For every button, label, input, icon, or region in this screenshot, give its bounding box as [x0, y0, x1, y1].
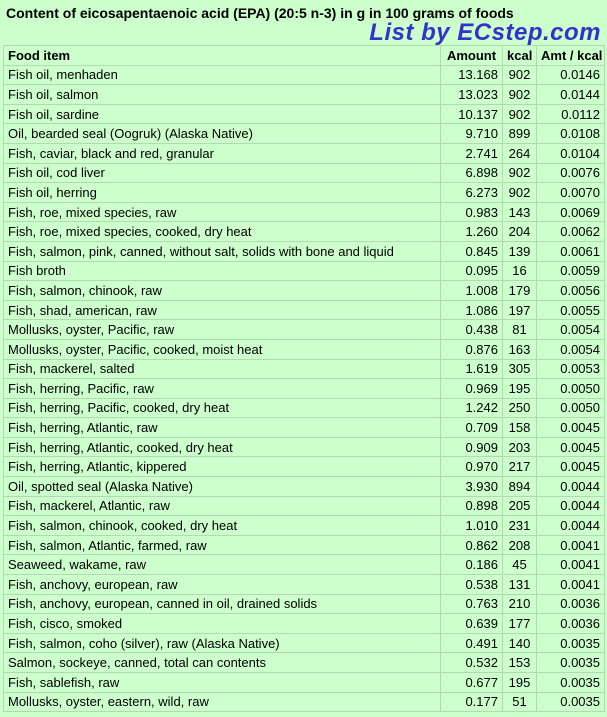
- cell-kcal: 51: [503, 692, 537, 712]
- cell-food-item: Seaweed, wakame, raw: [4, 555, 441, 575]
- cell-food-item: Fish, salmon, coho (silver), raw (Alaska Native): [4, 633, 441, 653]
- cell-kcal: 158: [503, 418, 537, 438]
- cell-amt-per-kcal: 0.0053: [537, 359, 605, 379]
- cell-kcal: 250: [503, 398, 537, 418]
- cell-amount: 0.898: [441, 496, 503, 516]
- table-row: [4, 633, 605, 653]
- table-row: [4, 692, 605, 712]
- cell-kcal: 163: [503, 339, 537, 359]
- cell-amt-per-kcal: 0.0035: [537, 653, 605, 673]
- table-row: [4, 163, 605, 183]
- cell-amount: 0.909: [441, 437, 503, 457]
- cell-food-item: Fish, salmon, pink, canned, without salt, solids with bone and liquid: [4, 241, 441, 261]
- table-row: [4, 359, 605, 379]
- header-amt-per-kcal: Amt / kcal: [537, 46, 605, 66]
- table-row: [4, 457, 605, 477]
- table-row: [4, 535, 605, 555]
- cell-kcal: 16: [503, 261, 537, 281]
- cell-amt-per-kcal: 0.0112: [537, 104, 605, 124]
- cell-amount: 0.983: [441, 202, 503, 222]
- food-table: [3, 45, 605, 712]
- cell-amt-per-kcal: 0.0044: [537, 477, 605, 497]
- cell-amount: 9.710: [441, 124, 503, 144]
- cell-amt-per-kcal: 0.0045: [537, 437, 605, 457]
- cell-food-item: Fish, mackerel, Atlantic, raw: [4, 496, 441, 516]
- cell-amt-per-kcal: 0.0062: [537, 222, 605, 242]
- cell-kcal: 131: [503, 575, 537, 595]
- cell-food-item: Fish, herring, Atlantic, cooked, dry heat: [4, 437, 441, 457]
- cell-food-item: Mollusks, oyster, Pacific, raw: [4, 320, 441, 340]
- cell-kcal: 205: [503, 496, 537, 516]
- table-row: [4, 379, 605, 399]
- table-row: [4, 555, 605, 575]
- cell-kcal: 203: [503, 437, 537, 457]
- table-row: [4, 398, 605, 418]
- cell-amt-per-kcal: 0.0035: [537, 673, 605, 693]
- table-row: [4, 281, 605, 301]
- cell-amount: 0.532: [441, 653, 503, 673]
- cell-amount: 13.168: [441, 65, 503, 85]
- cell-kcal: 264: [503, 143, 537, 163]
- cell-amt-per-kcal: 0.0035: [537, 692, 605, 712]
- cell-food-item: Mollusks, oyster, eastern, wild, raw: [4, 692, 441, 712]
- cell-amt-per-kcal: 0.0035: [537, 633, 605, 653]
- cell-amount: 0.095: [441, 261, 503, 281]
- cell-kcal: 177: [503, 614, 537, 634]
- cell-amt-per-kcal: 0.0044: [537, 516, 605, 536]
- cell-amount: 6.273: [441, 183, 503, 203]
- cell-food-item: Fish, mackerel, salted: [4, 359, 441, 379]
- cell-amount: 2.741: [441, 143, 503, 163]
- table-row: [4, 418, 605, 438]
- cell-amount: 0.639: [441, 614, 503, 634]
- cell-amt-per-kcal: 0.0069: [537, 202, 605, 222]
- cell-amt-per-kcal: 0.0070: [537, 183, 605, 203]
- table-row: [4, 85, 605, 105]
- cell-amt-per-kcal: 0.0144: [537, 85, 605, 105]
- cell-kcal: 197: [503, 300, 537, 320]
- cell-kcal: 902: [503, 163, 537, 183]
- cell-amount: 0.438: [441, 320, 503, 340]
- cell-amt-per-kcal: 0.0061: [537, 241, 605, 261]
- cell-kcal: 894: [503, 477, 537, 497]
- cell-kcal: 902: [503, 183, 537, 203]
- cell-food-item: Fish, roe, mixed species, cooked, dry heat: [4, 222, 441, 242]
- table-row: [4, 241, 605, 261]
- cell-amount: 0.969: [441, 379, 503, 399]
- cell-amount: 0.177: [441, 692, 503, 712]
- cell-food-item: Fish, anchovy, european, raw: [4, 575, 441, 595]
- cell-amt-per-kcal: 0.0054: [537, 339, 605, 359]
- cell-amount: 1.619: [441, 359, 503, 379]
- cell-kcal: 902: [503, 85, 537, 105]
- table-row: [4, 516, 605, 536]
- table-row: [4, 653, 605, 673]
- cell-food-item: Fish, herring, Atlantic, raw: [4, 418, 441, 438]
- cell-kcal: 153: [503, 653, 537, 673]
- cell-food-item: Fish broth: [4, 261, 441, 281]
- cell-amt-per-kcal: 0.0050: [537, 398, 605, 418]
- cell-food-item: Fish, roe, mixed species, raw: [4, 202, 441, 222]
- table-row: [4, 261, 605, 281]
- cell-amount: 0.677: [441, 673, 503, 693]
- table-body: [4, 65, 605, 712]
- cell-food-item: Fish oil, salmon: [4, 85, 441, 105]
- table-row: [4, 594, 605, 614]
- cell-food-item: Fish oil, menhaden: [4, 65, 441, 85]
- cell-amt-per-kcal: 0.0041: [537, 575, 605, 595]
- cell-food-item: Fish, salmon, chinook, cooked, dry heat: [4, 516, 441, 536]
- table-row: [4, 614, 605, 634]
- cell-amt-per-kcal: 0.0036: [537, 594, 605, 614]
- cell-amount: 0.709: [441, 418, 503, 438]
- table-row: [4, 222, 605, 242]
- cell-food-item: Fish, anchovy, european, canned in oil, drained solids: [4, 594, 441, 614]
- cell-amount: 1.086: [441, 300, 503, 320]
- cell-amt-per-kcal: 0.0146: [537, 65, 605, 85]
- cell-amount: 1.242: [441, 398, 503, 418]
- cell-kcal: 139: [503, 241, 537, 261]
- cell-amt-per-kcal: 0.0055: [537, 300, 605, 320]
- cell-amount: 1.260: [441, 222, 503, 242]
- cell-kcal: 231: [503, 516, 537, 536]
- cell-amt-per-kcal: 0.0045: [537, 457, 605, 477]
- cell-food-item: Fish, caviar, black and red, granular: [4, 143, 441, 163]
- cell-amount: 0.970: [441, 457, 503, 477]
- cell-kcal: 195: [503, 379, 537, 399]
- table-row: [4, 65, 605, 85]
- table-row: [4, 124, 605, 144]
- cell-amt-per-kcal: 0.0104: [537, 143, 605, 163]
- cell-food-item: Fish, herring, Pacific, cooked, dry heat: [4, 398, 441, 418]
- header-amount: Amount: [441, 46, 503, 66]
- cell-amt-per-kcal: 0.0041: [537, 535, 605, 555]
- cell-amount: 0.538: [441, 575, 503, 595]
- cell-kcal: 143: [503, 202, 537, 222]
- cell-food-item: Oil, bearded seal (Oogruk) (Alaska Native): [4, 124, 441, 144]
- cell-kcal: 81: [503, 320, 537, 340]
- cell-food-item: Mollusks, oyster, Pacific, cooked, moist heat: [4, 339, 441, 359]
- cell-amount: 3.930: [441, 477, 503, 497]
- cell-kcal: 140: [503, 633, 537, 653]
- brand-watermark[interactable]: List by ECstep.com: [369, 19, 601, 46]
- table-row: [4, 183, 605, 203]
- table-row: [4, 143, 605, 163]
- cell-kcal: 210: [503, 594, 537, 614]
- cell-food-item: Fish oil, cod liver: [4, 163, 441, 183]
- cell-food-item: Oil, spotted seal (Alaska Native): [4, 477, 441, 497]
- cell-kcal: 179: [503, 281, 537, 301]
- table-row: [4, 320, 605, 340]
- cell-kcal: 902: [503, 65, 537, 85]
- cell-food-item: Fish, sablefish, raw: [4, 673, 441, 693]
- table-row: [4, 437, 605, 457]
- table-row: [4, 339, 605, 359]
- cell-kcal: 305: [503, 359, 537, 379]
- cell-food-item: Fish, cisco, smoked: [4, 614, 441, 634]
- cell-amt-per-kcal: 0.0045: [537, 418, 605, 438]
- cell-amount: 1.010: [441, 516, 503, 536]
- cell-food-item: Fish oil, sardine: [4, 104, 441, 124]
- table-row: [4, 104, 605, 124]
- cell-amount: 0.876: [441, 339, 503, 359]
- cell-amt-per-kcal: 0.0059: [537, 261, 605, 281]
- table-row: [4, 477, 605, 497]
- cell-amount: 0.186: [441, 555, 503, 575]
- cell-kcal: 902: [503, 104, 537, 124]
- cell-food-item: Salmon, sockeye, canned, total can contents: [4, 653, 441, 673]
- cell-kcal: 208: [503, 535, 537, 555]
- cell-food-item: Fish, herring, Pacific, raw: [4, 379, 441, 399]
- table-row: [4, 202, 605, 222]
- table-row: [4, 673, 605, 693]
- cell-kcal: 217: [503, 457, 537, 477]
- table-row: [4, 496, 605, 516]
- cell-amount: 1.008: [441, 281, 503, 301]
- cell-kcal: 204: [503, 222, 537, 242]
- header-kcal: kcal: [503, 46, 537, 66]
- table-row: [4, 300, 605, 320]
- cell-food-item: Fish, salmon, chinook, raw: [4, 281, 441, 301]
- cell-kcal: 899: [503, 124, 537, 144]
- cell-amount: 0.491: [441, 633, 503, 653]
- cell-amount: 6.898: [441, 163, 503, 183]
- cell-amount: 13.023: [441, 85, 503, 105]
- cell-amt-per-kcal: 0.0036: [537, 614, 605, 634]
- cell-amt-per-kcal: 0.0076: [537, 163, 605, 183]
- cell-kcal: 45: [503, 555, 537, 575]
- cell-amount: 0.763: [441, 594, 503, 614]
- cell-food-item: Fish, shad, american, raw: [4, 300, 441, 320]
- cell-amount: 10.137: [441, 104, 503, 124]
- cell-amount: 0.845: [441, 241, 503, 261]
- table-header-row: [4, 46, 605, 66]
- cell-kcal: 195: [503, 673, 537, 693]
- page-title: Content of eicosapentaenoic acid (EPA) (20:5 n-3) in g in 100 grams of foods: [6, 5, 514, 21]
- cell-amt-per-kcal: 0.0041: [537, 555, 605, 575]
- cell-amt-per-kcal: 0.0050: [537, 379, 605, 399]
- cell-amt-per-kcal: 0.0056: [537, 281, 605, 301]
- cell-food-item: Fish oil, herring: [4, 183, 441, 203]
- cell-amt-per-kcal: 0.0108: [537, 124, 605, 144]
- header-food-item: Food item: [4, 46, 441, 66]
- cell-amt-per-kcal: 0.0054: [537, 320, 605, 340]
- cell-food-item: Fish, herring, Atlantic, kippered: [4, 457, 441, 477]
- table-row: [4, 575, 605, 595]
- cell-amount: 0.862: [441, 535, 503, 555]
- cell-food-item: Fish, salmon, Atlantic, farmed, raw: [4, 535, 441, 555]
- cell-amt-per-kcal: 0.0044: [537, 496, 605, 516]
